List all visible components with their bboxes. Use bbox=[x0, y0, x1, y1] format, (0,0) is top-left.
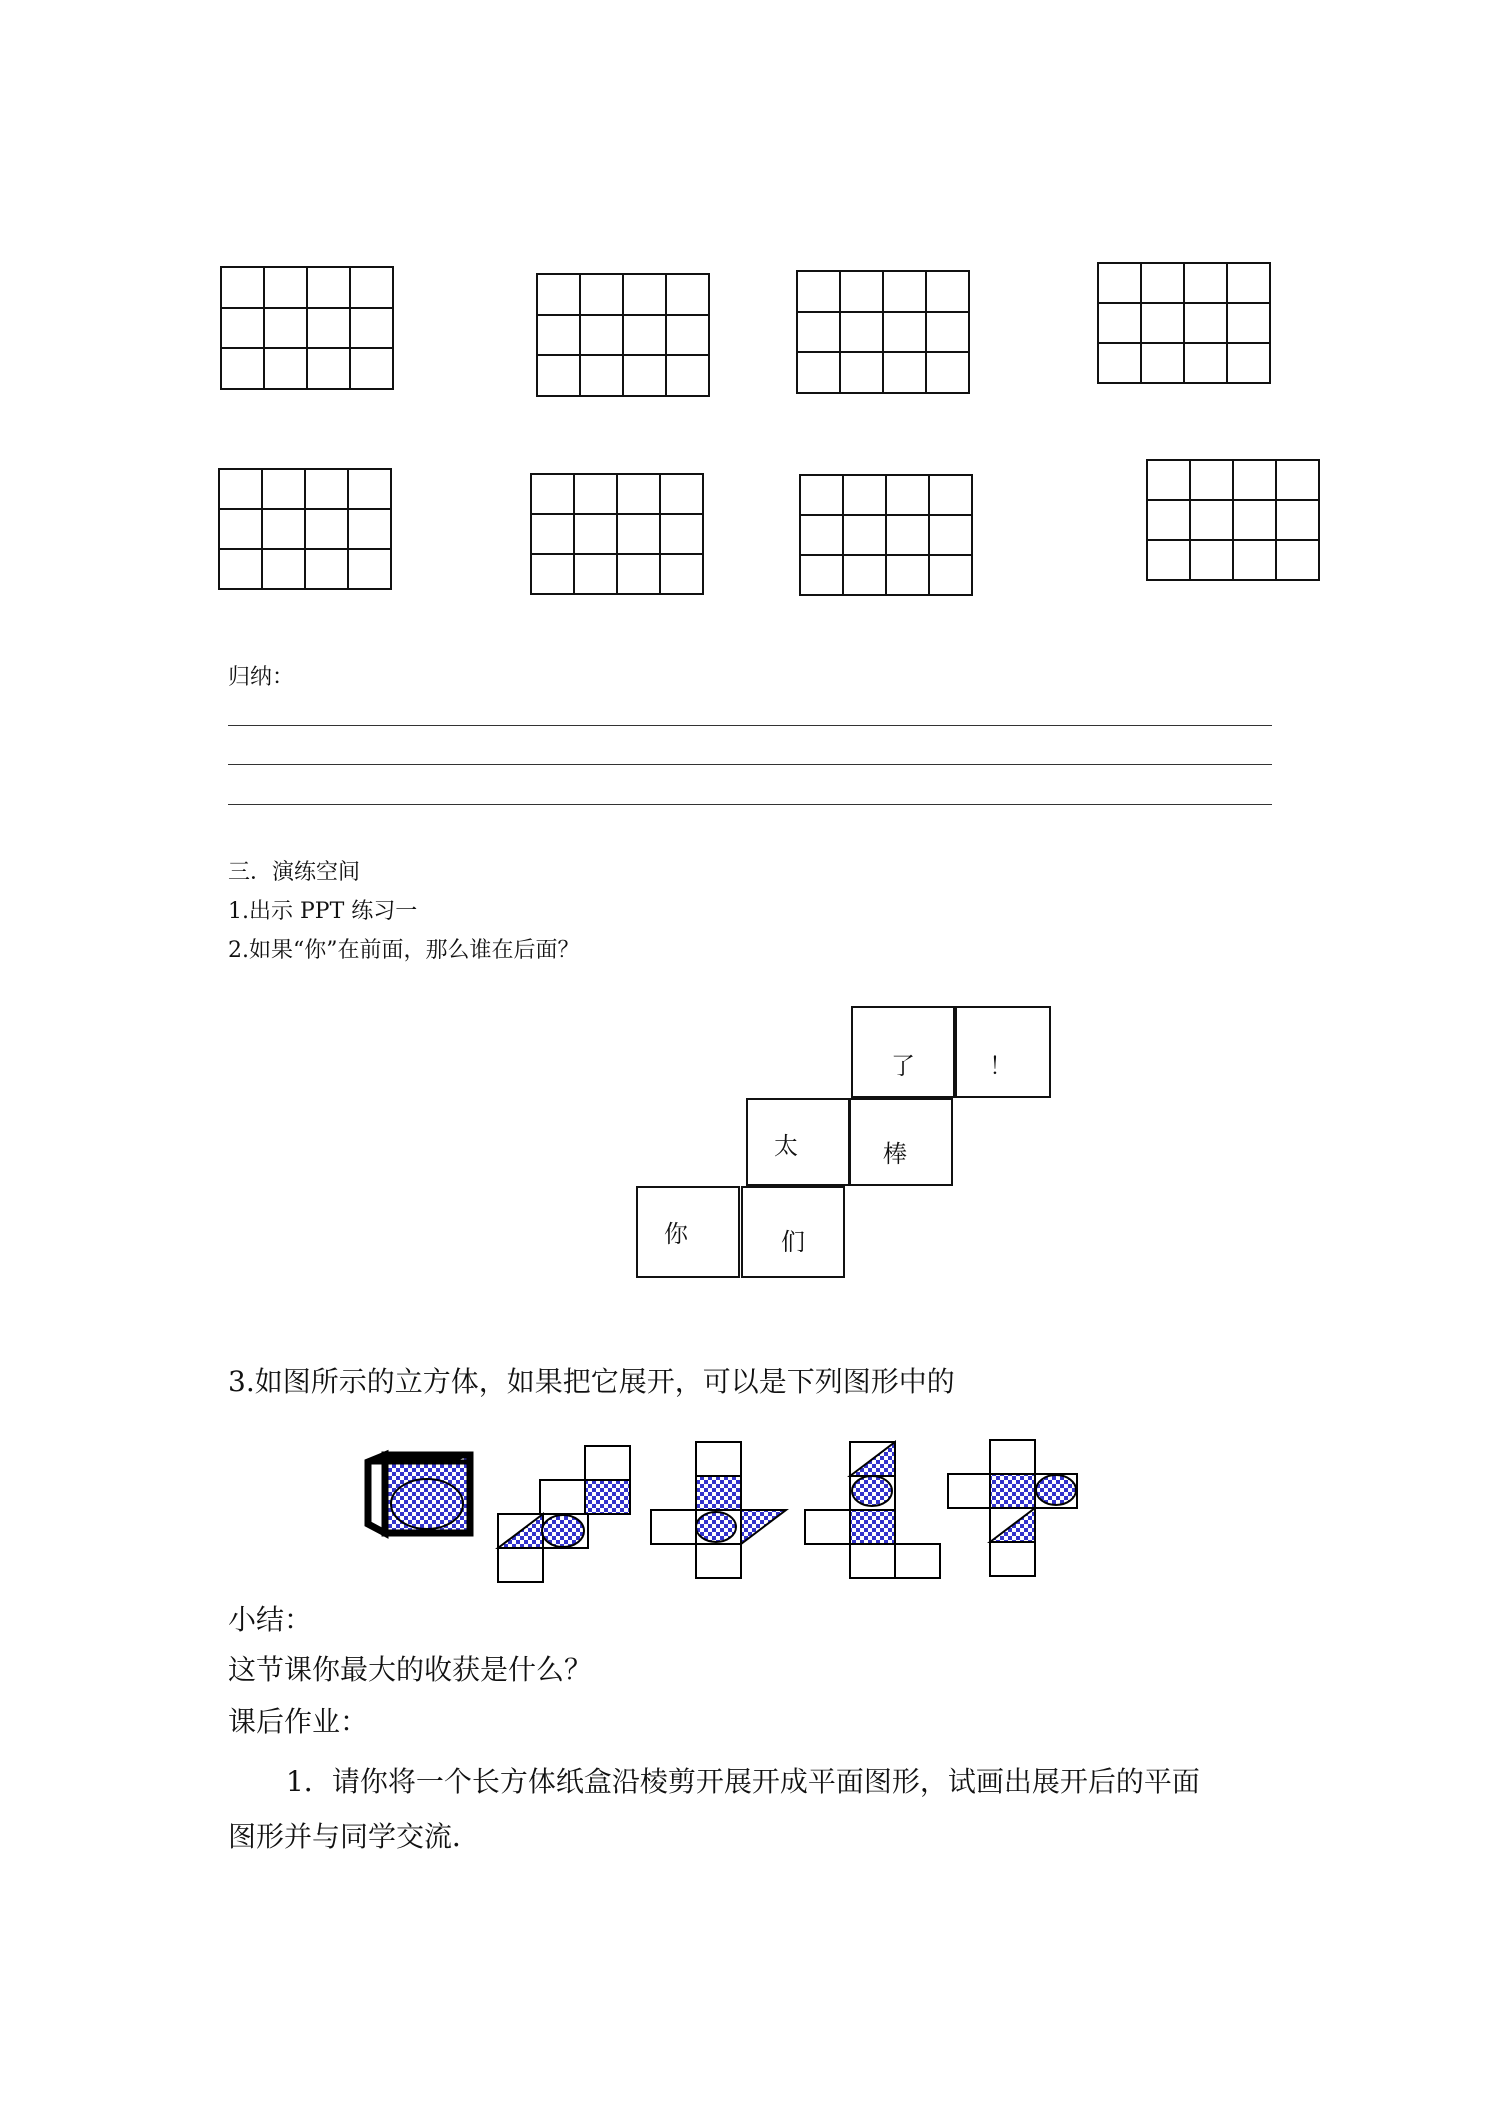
conclusion-label: 小结： bbox=[228, 1603, 313, 1636]
net-cell-tai: 太 bbox=[746, 1098, 850, 1186]
net-cell-men: 们 bbox=[741, 1186, 845, 1278]
conclusion-question: 这节课你最大的收获是什么？ bbox=[228, 1653, 593, 1686]
net-cell-bang: 棒 bbox=[849, 1098, 953, 1186]
net-cell-exclaim: ！ bbox=[955, 1006, 1051, 1098]
homework-line-2: 图形并与同学交流． bbox=[228, 1820, 481, 1853]
net-cell-le: 了 bbox=[851, 1006, 955, 1098]
net-option-a bbox=[498, 1446, 630, 1582]
cube-figure bbox=[368, 1455, 470, 1533]
practice-item-2: 2.如果“你”在前面，那么谁在后面？ bbox=[228, 938, 580, 963]
homework-line-1: 1．请你将一个长方体纸盒沿棱剪开展开成平面图形，试画出展开后的平面 bbox=[286, 1765, 1200, 1798]
practice-item-3: 3.如图所示的立方体，如果把它展开，可以是下列图形中的 bbox=[228, 1365, 955, 1398]
summary-label: 归纳： bbox=[228, 665, 295, 690]
net-cell-ni: 你 bbox=[636, 1186, 740, 1278]
practice-heading: 三．演练空间 bbox=[228, 860, 361, 885]
net-option-d bbox=[948, 1440, 1077, 1576]
practice-item-1: 1.出示 PPT 练习一 bbox=[228, 899, 418, 924]
homework-label: 课后作业： bbox=[228, 1705, 369, 1738]
net-option-c bbox=[805, 1442, 940, 1578]
net-option-b bbox=[651, 1442, 786, 1578]
